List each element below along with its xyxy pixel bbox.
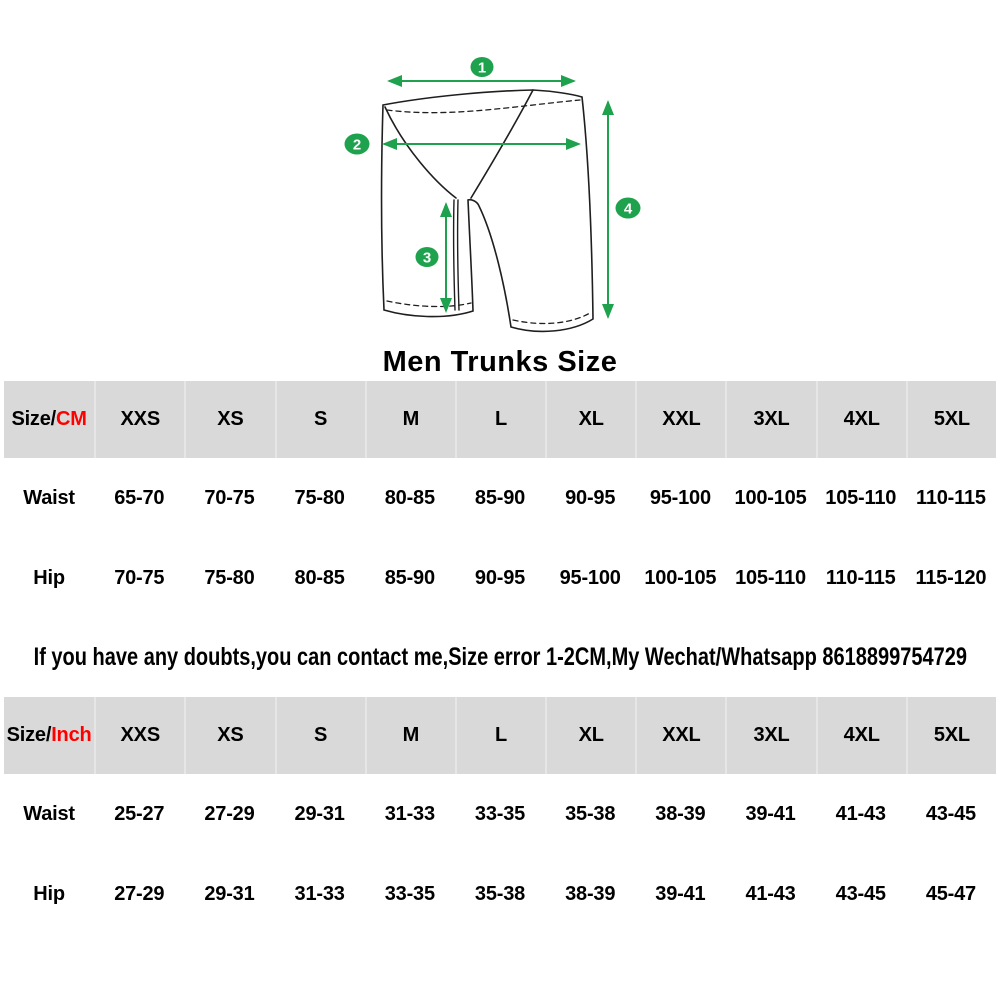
measurement-value: 95-100 xyxy=(649,486,711,509)
cm-size-table xyxy=(4,381,996,618)
row-label: Hip xyxy=(33,566,65,589)
front-seam-left xyxy=(385,107,456,198)
size-column-header: L xyxy=(455,697,545,774)
right-hem-stitch-line xyxy=(513,313,590,324)
trunks-drawing xyxy=(382,90,593,331)
measurement-value: 95-100 xyxy=(559,566,621,589)
size-header-row xyxy=(4,697,996,774)
measurement-value: 31-33 xyxy=(384,802,435,825)
waistband-stitch-line xyxy=(387,100,580,113)
size-column-header: S xyxy=(275,381,365,458)
measurement-value: 43-45 xyxy=(925,802,976,825)
measurement-value: 65-70 xyxy=(114,486,165,509)
size-column-header: 5XL xyxy=(906,381,996,458)
measurement-row-waist xyxy=(4,458,996,538)
marker-number-4: 4 xyxy=(623,200,633,218)
measurement-value: 85-90 xyxy=(474,486,526,509)
size-column-header: 3XL xyxy=(725,697,815,774)
trunks-measurement-diagram xyxy=(330,40,660,345)
marker-number-3: 3 xyxy=(422,249,432,267)
trunks-outline xyxy=(382,90,593,331)
measurement-value: 75-80 xyxy=(294,486,345,509)
measurement-value: 38-39 xyxy=(655,802,706,825)
size-column-header: XXS xyxy=(94,381,184,458)
measurement-value: 105-110 xyxy=(735,566,806,589)
measurement-value: 115-120 xyxy=(915,566,987,589)
measurement-value: 35-38 xyxy=(474,882,526,905)
size-label-prefix: Size/ xyxy=(11,408,57,430)
measurement-value: 75-80 xyxy=(204,566,255,589)
contact-note-text: If you have any doubts,you can contact me,Size error 1-2CM,My Wechat/Whatsapp 8618899754729 xyxy=(33,643,967,671)
measurement-value: 90-95 xyxy=(474,566,526,589)
measurement-value: 100-105 xyxy=(734,486,807,509)
measurement-value: 70-75 xyxy=(204,486,255,509)
measurement-value: 85-90 xyxy=(384,566,435,589)
measurement-value: 90-95 xyxy=(565,486,616,509)
size-unit-label xyxy=(4,697,94,774)
measurement-value: 41-43 xyxy=(835,802,886,825)
size-label-prefix: Size/ xyxy=(6,724,52,746)
measurement-value: 25-27 xyxy=(114,802,165,825)
measurement-value: 38-39 xyxy=(565,882,616,905)
size-column-header: XS xyxy=(184,697,274,774)
row-label: Waist xyxy=(23,802,75,825)
measurement-value: 110-115 xyxy=(825,566,896,589)
size-column-header: 3XL xyxy=(725,381,815,458)
marker-number-1: 1 xyxy=(477,59,487,77)
measurement-value: 80-85 xyxy=(384,486,435,509)
inseam-line-a xyxy=(454,200,455,310)
measurement-value: 29-31 xyxy=(294,802,345,825)
size-column-header: XL xyxy=(545,697,635,774)
measurement-value: 33-35 xyxy=(474,802,526,825)
measurement-value: 105-110 xyxy=(825,486,897,509)
contact-note xyxy=(0,618,1000,697)
size-column-header: XXS xyxy=(94,697,184,774)
unit-label: Inch xyxy=(51,724,92,746)
measurement-value: 33-35 xyxy=(384,882,435,905)
size-column-header: XL xyxy=(545,381,635,458)
marker-number-2: 2 xyxy=(352,136,362,154)
size-column-header: M xyxy=(365,381,455,458)
size-column-header: S xyxy=(275,697,365,774)
measurement-value: 41-43 xyxy=(745,882,796,905)
measurement-row-hip xyxy=(4,854,996,934)
measurement-value: 45-47 xyxy=(925,882,976,905)
size-column-header: XS xyxy=(184,381,274,458)
measurement-value: 27-29 xyxy=(204,802,255,825)
measurement-value: 80-85 xyxy=(294,566,345,589)
row-label: Waist xyxy=(23,486,75,509)
measurement-value: 39-41 xyxy=(745,802,796,825)
page-title: Men Trunks Size xyxy=(382,346,618,378)
size-column-header: XXL xyxy=(635,381,725,458)
measurement-value: 100-105 xyxy=(644,566,717,589)
measurement-arrows xyxy=(384,81,608,317)
size-column-header: 4XL xyxy=(816,381,906,458)
size-column-header: XXL xyxy=(635,697,725,774)
size-unit-label xyxy=(4,381,94,458)
measurement-value: 35-38 xyxy=(565,802,616,825)
measurement-value: 70-75 xyxy=(114,566,165,589)
row-label: Hip xyxy=(33,882,65,905)
measurement-value: 31-33 xyxy=(294,882,345,905)
measurement-value: 39-41 xyxy=(655,882,706,905)
size-column-header: 4XL xyxy=(816,697,906,774)
inseam-line-b xyxy=(458,200,459,310)
measurement-row-waist xyxy=(4,774,996,854)
size-column-header: M xyxy=(365,697,455,774)
inch-size-table xyxy=(4,697,996,934)
size-header-row xyxy=(4,381,996,458)
measurement-value: 110-115 xyxy=(916,486,986,509)
unit-label: CM xyxy=(56,408,87,430)
measurement-value: 29-31 xyxy=(204,882,255,905)
size-column-header: 5XL xyxy=(906,697,996,774)
measurement-value: 27-29 xyxy=(114,882,165,905)
measurement-value: 43-45 xyxy=(835,882,886,905)
measurement-row-hip xyxy=(4,538,996,618)
size-column-header: L xyxy=(455,381,545,458)
